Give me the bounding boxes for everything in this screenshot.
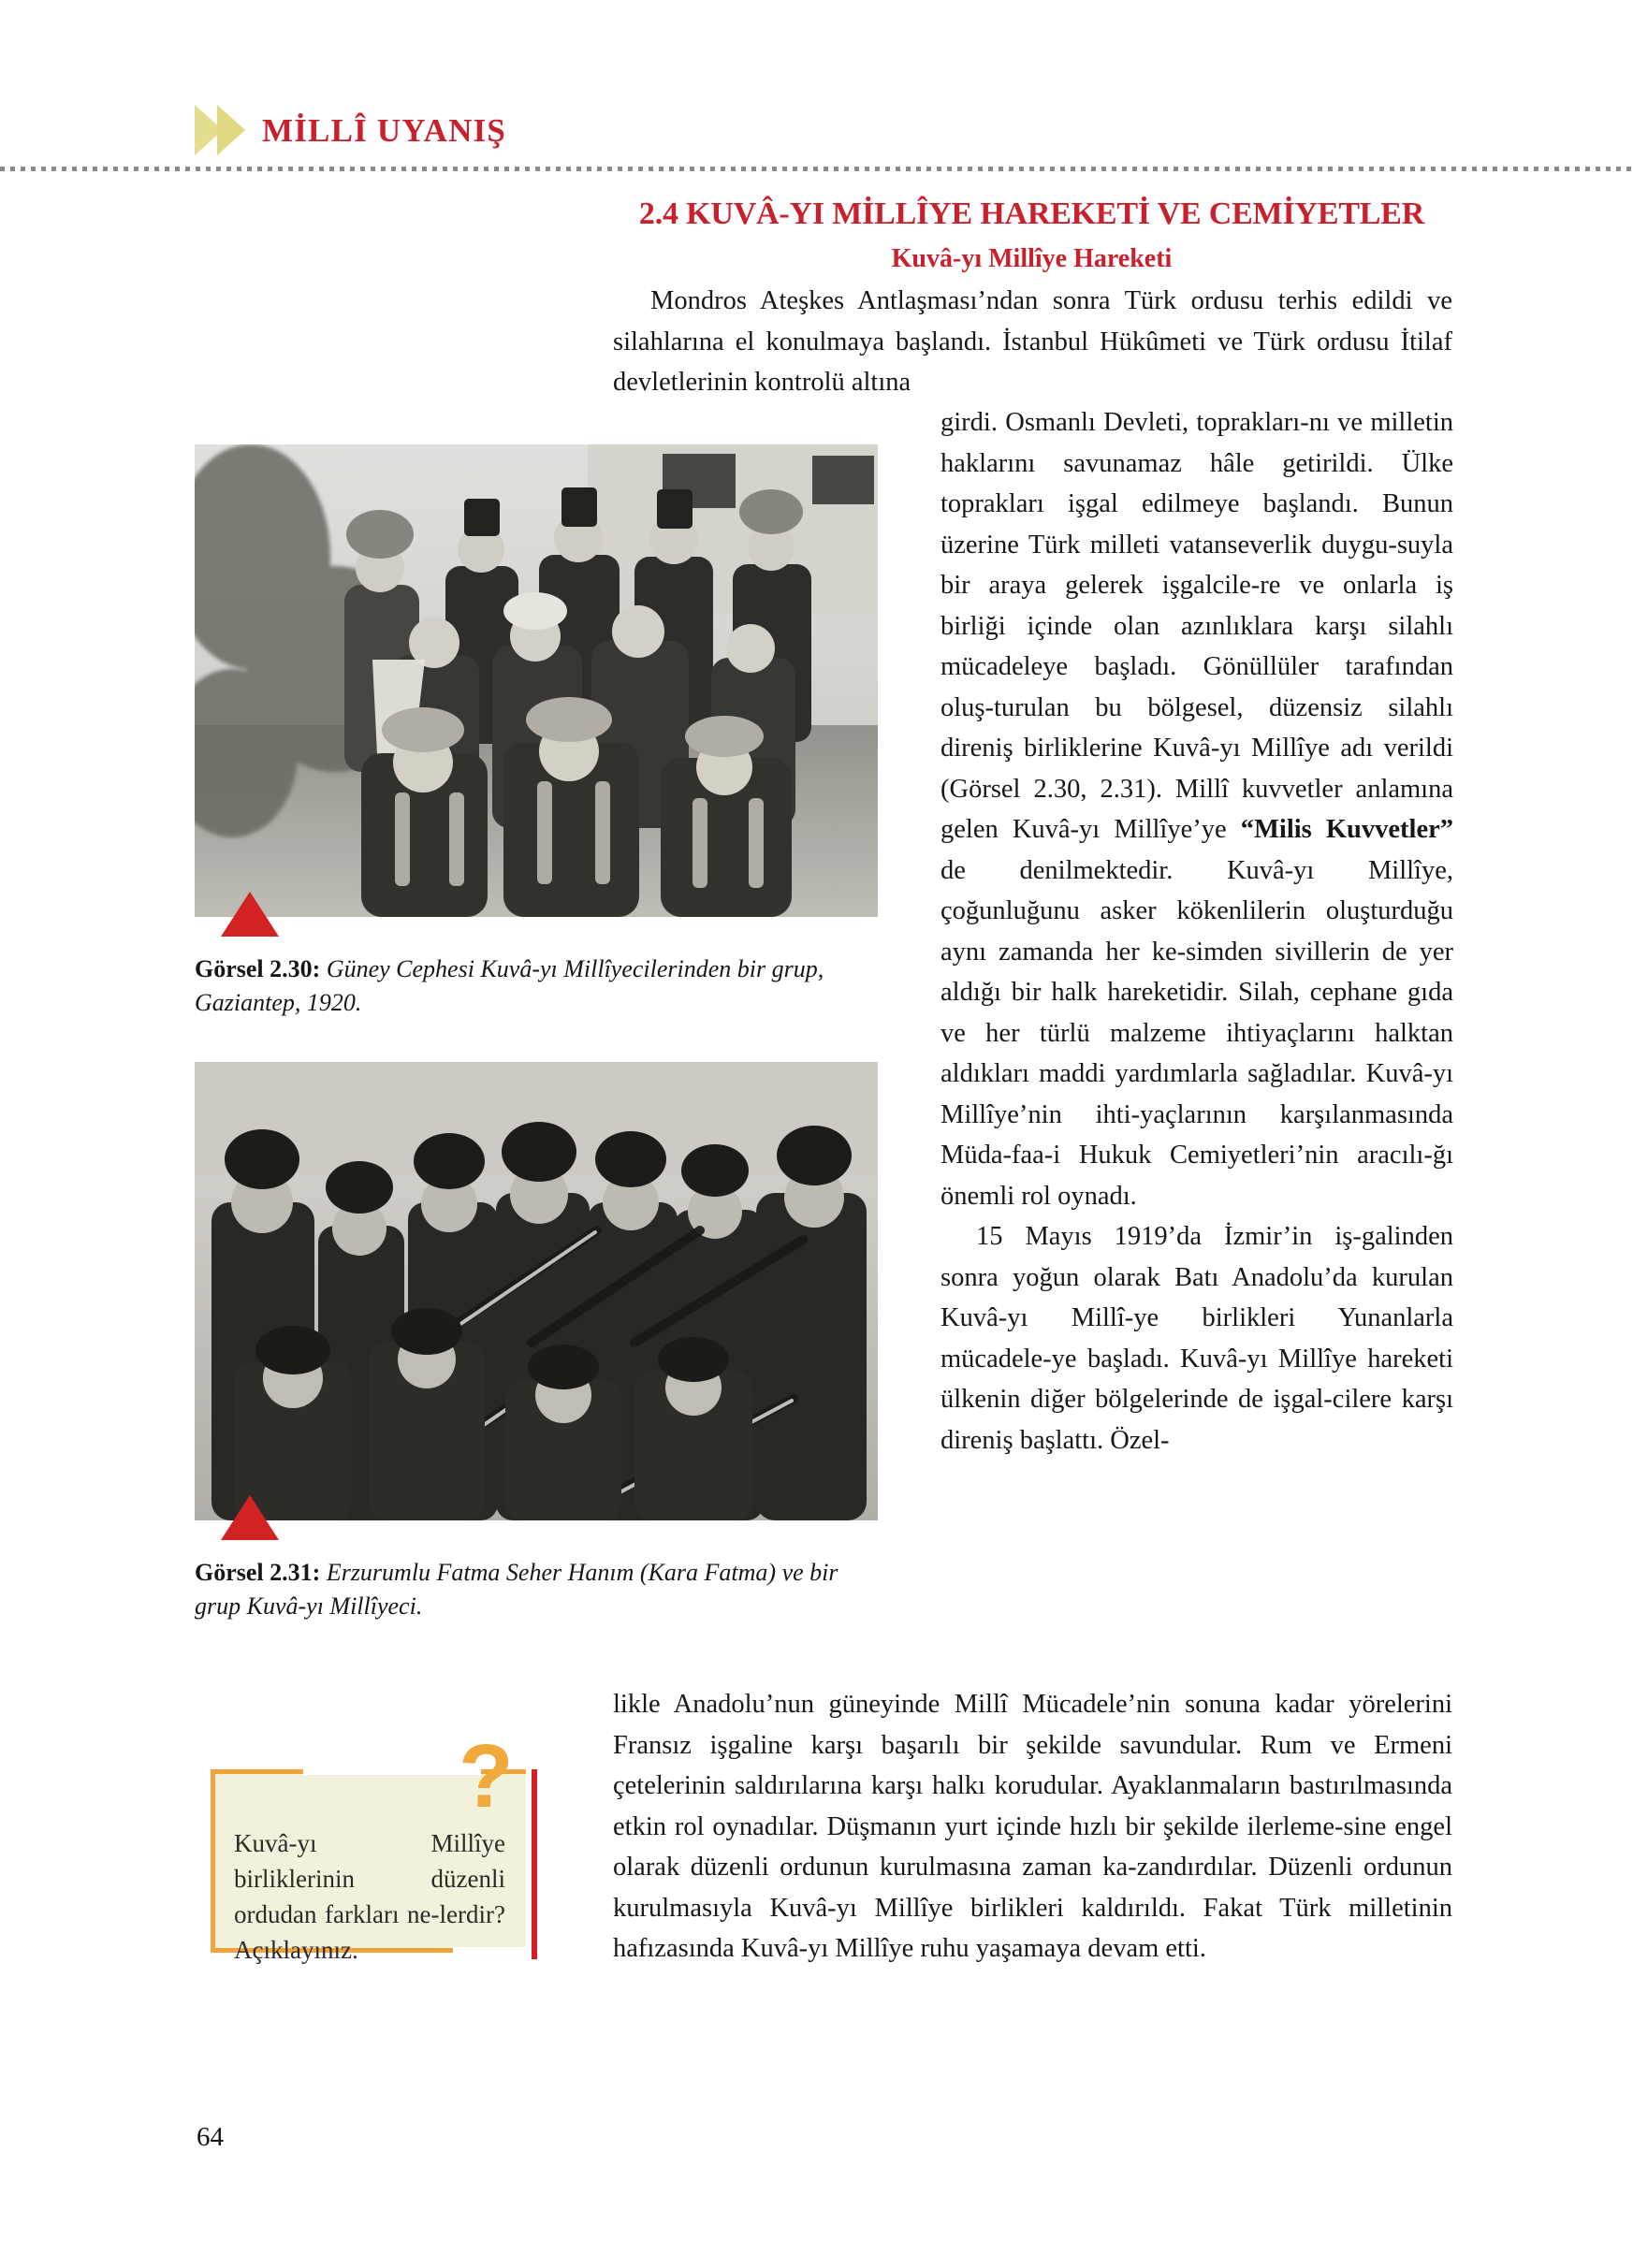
double-triangle-marker-icon [195,105,249,155]
figure-caption-label: Görsel 2.30: [195,955,321,982]
running-head-title: MİLLÎ UYANIŞ [262,111,507,149]
red-triangle-marker-icon [221,1495,279,1540]
red-triangle-marker-icon [221,892,279,937]
figure-gorsel-2-30 [195,444,878,1020]
header-dotted-divider [0,167,1633,171]
paragraph-tail: likle Anadolu’nun güneyinde Millî Mücadele’nin sonuna kadar yörelerini Fransız işgaline karşı başarılı bir şekilde savundular. Rum ve Ermeni çetelerinin saldırılarına karşı halkı korudular. Ayaklanmaların bastırılmasında etkin rol oynadılar. Düşmanın yurt içinde hızlı bir şekilde ilerleme-sine engel olarak düzenli ordunun kurulmasına zaman ka-zandırdılar. Düzenli ordunun kurulmasıyla Kuvâ-yı Millîye birlikleri kaldırıldı. Fakat Türk milletinin hafızasında Kuvâ-yı Millîye ruhu yaşamaya devam etti. [613,1690,1452,1963]
paragraph-2-narrow-text: 15 Mayıs 1919’da İzmir’in iş-galinden sonra yoğun olarak Batı Anadolu’da kurulan Kuvâ-yı Millî-ye birlikleri Yunanlarla mücadele-ye başladı. Kuvâ-yı Millîye hareketi ülkenin diğer bölgelerinde de işgal-cilere karşı direniş başlattı. Özel- [940,1222,1453,1455]
photo-gorsel-2-30 [195,444,878,917]
paragraph-lead [613,281,1452,403]
question-mark-icon: ? [459,1726,514,1826]
subsection-heading: Kuvâ-yı Millîye Hareketi [891,244,1173,273]
paragraph-2-narrow [940,1216,1453,1461]
question-callout-top-gap [303,1767,481,1775]
running-head [195,105,506,155]
figure-caption-text: Güney Cephesi Kuvâ-yı Millîyecilerinden bir grup, Gaziantep, 1920. [195,955,824,1016]
question-callout-accent-bar [532,1769,537,1959]
photo-gorsel-2-31-image [195,1062,878,1520]
paragraph-1-continuation [940,402,1453,1216]
paragraph-1-bold-term: “Milis Kuvvetler” [1240,815,1454,844]
paragraph-1-cont-b: de denilmektedir. Kuvâ-yı Millîye, çoğunluğunu asker kökenlilerin oluşturduğu aynı zamanda her ke-simden sivillerin de yer aldığı bir halk hareketidir. Silah, cephane gıda ve her türlü malzeme ihtiyaçlarını halktan aldıkları maddi yardımlarla sağladılar. Kuvâ-yı Millîye’nin ihti-yaçlarının karşılanmasında Müda-faa-i Hukuk Cemiyetleri’nin aracılı-ğı önemli rol oynadı. [940,855,1453,1211]
section-heading: 2.4 KUVÂ-YI MİLLÎYE HAREKETİ VE CEMİYETLER [638,196,1425,231]
paragraph-1-cont-a: girdi. Osmanlı Devleti, toprakları-nı ve milletin haklarını savunamaz hâle getirildi. Ülke toprakları işgal edilmeye başlandı. Bunun üzerine Türk milleti vatanseverlik duygu-suyla bir araya gelerek işgalcile-re ve onlarla iş birliği içinde olan azınlıklara karşı silahlı mücadeleye başladı. Gönüllüler tarafından oluş-turulan bu bölgesel, düzensiz silahlı direniş birliklerine Kuvâ-yı Millîye adı verildi (Görsel 2.30, 2.31). Millî kuvvetler anlamına gelen Kuvâ-yı Millîye’ye [940,408,1453,844]
page-number: 64 [197,2122,224,2152]
paragraph-column-right [940,402,1453,1461]
figure-caption-label: Görsel 2.31: [195,1559,321,1586]
figure-gorsel-2-31 [195,1062,878,1623]
question-callout-text: Kuvâ-yı Millîye birliklerinin düzenli ordudan farkları ne-lerdir? Açıklayınız. [234,1829,505,1964]
photo-gorsel-2-30-image [195,444,878,917]
figure-caption-gorsel-2-31 [195,1556,878,1623]
photo-gorsel-2-31 [195,1062,878,1520]
figure-caption-text: Erzurumlu Fatma Seher Hanım (Kara Fatma) ve bir grup Kuvâ-yı Millîyeci. [195,1559,838,1620]
figure-caption-gorsel-2-30 [195,952,878,1020]
paragraph-lead-text: Mondros Ateşkes Antlaşması’ndan sonra Türk ordusu terhis edildi ve silahlarına el konulmaya başlandı. İstanbul Hükûmeti ve Türk ordusu İtilaf devletlerinin kontrolü altına [613,286,1452,397]
question-callout [198,1726,576,1970]
